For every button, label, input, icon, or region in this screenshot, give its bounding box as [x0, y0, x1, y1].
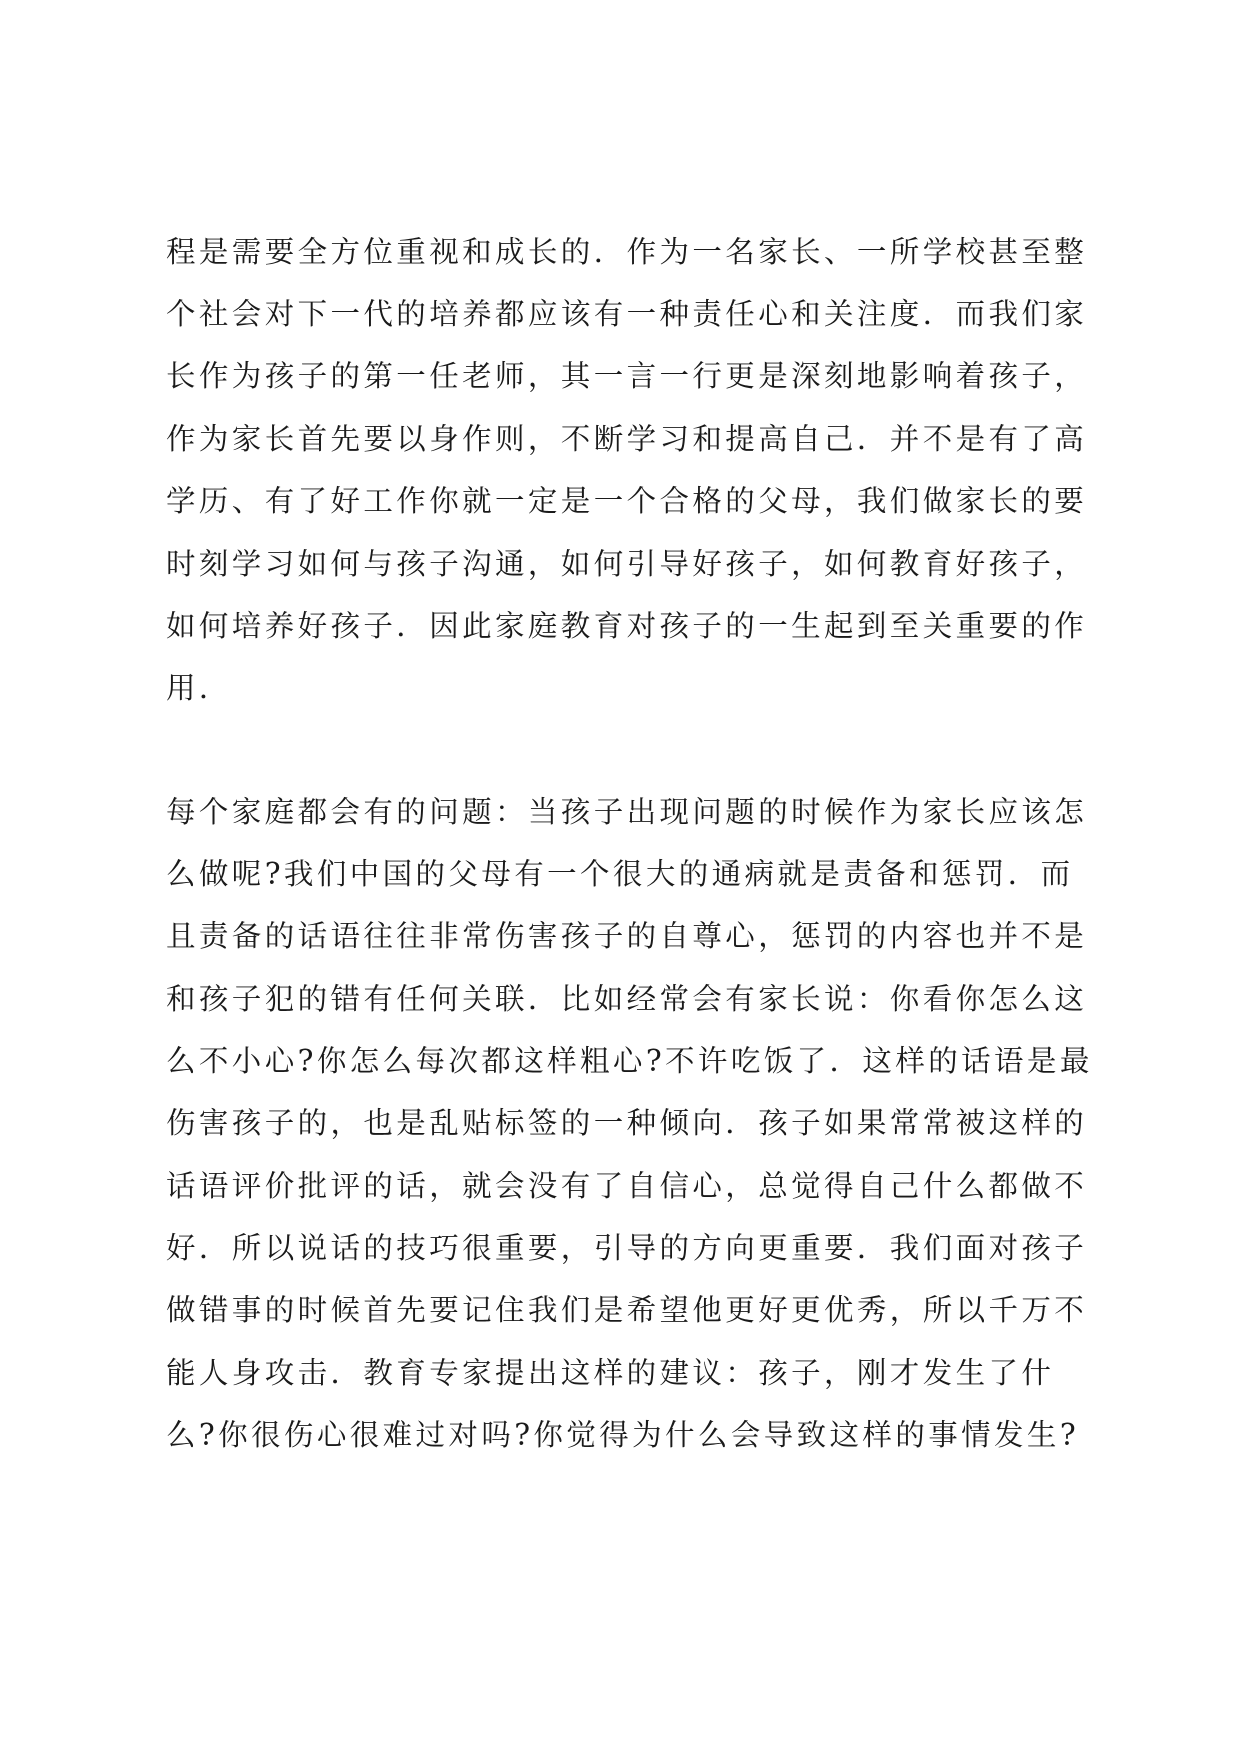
text-line: 做错事的时候首先要记住我们是希望他更好更优秀，所以千万不	[166, 1293, 1088, 1327]
text-line: 学历、有了好工作你就一定是一个合格的父母，我们做家长的要	[166, 484, 1088, 518]
text-line: 话语评价批评的话，就会没有了自信心，总觉得自己什么都做不	[166, 1169, 1088, 1203]
text-line: 且责备的话语往往非常伤害孩子的自尊心，惩罚的内容也并不是	[166, 919, 1088, 953]
text-line: 程是需要全方位重视和成长的．作为一名家长、一所学校甚至整	[166, 235, 1088, 269]
text-line: 能人身攻击．教育专家提出这样的建议：孩子，刚才发生了什	[166, 1356, 1055, 1390]
text-line: 好．所以说话的技巧很重要，引导的方向更重要．我们面对孩子	[166, 1231, 1088, 1265]
text-line: 长作为孩子的第一任老师，其一言一行更是深刻地影响着孩子，	[166, 359, 1088, 393]
text-line: 伤害孩子的，也是乱贴标签的一种倾向．孩子如果常常被这样的	[166, 1106, 1088, 1140]
text-line: 每个家庭都会有的问题：当孩子出现问题的时候作为家长应该怎	[166, 795, 1088, 829]
text-line: 用．	[166, 671, 232, 705]
text-line: 么做呢?我们中国的父母有一个很大的通病就是责备和惩罚．而	[166, 857, 1074, 891]
text-line: 如何培养好孩子．因此家庭教育对孩子的一生起到至关重要的作	[166, 609, 1088, 643]
text-line: 作为家长首先要以身作则，不断学习和提高自己．并不是有了高	[166, 422, 1088, 456]
text-line: 个社会对下一代的培养都应该有一种责任心和关注度．而我们家	[166, 297, 1088, 331]
text-line: 和孩子犯的错有任何关联．比如经常会有家长说：你看你怎么这	[166, 982, 1088, 1016]
text-line: 么不小心?你怎么每次都这样粗心?不许吃饭了．这样的话语是最	[166, 1044, 1093, 1078]
text-line: 时刻学习如何与孩子沟通，如何引导好孩子，如何教育好孩子，	[166, 547, 1088, 581]
text-line: 么?你很伤心很难过对吗?你觉得为什么会导致这样的事情发生?	[166, 1418, 1080, 1452]
